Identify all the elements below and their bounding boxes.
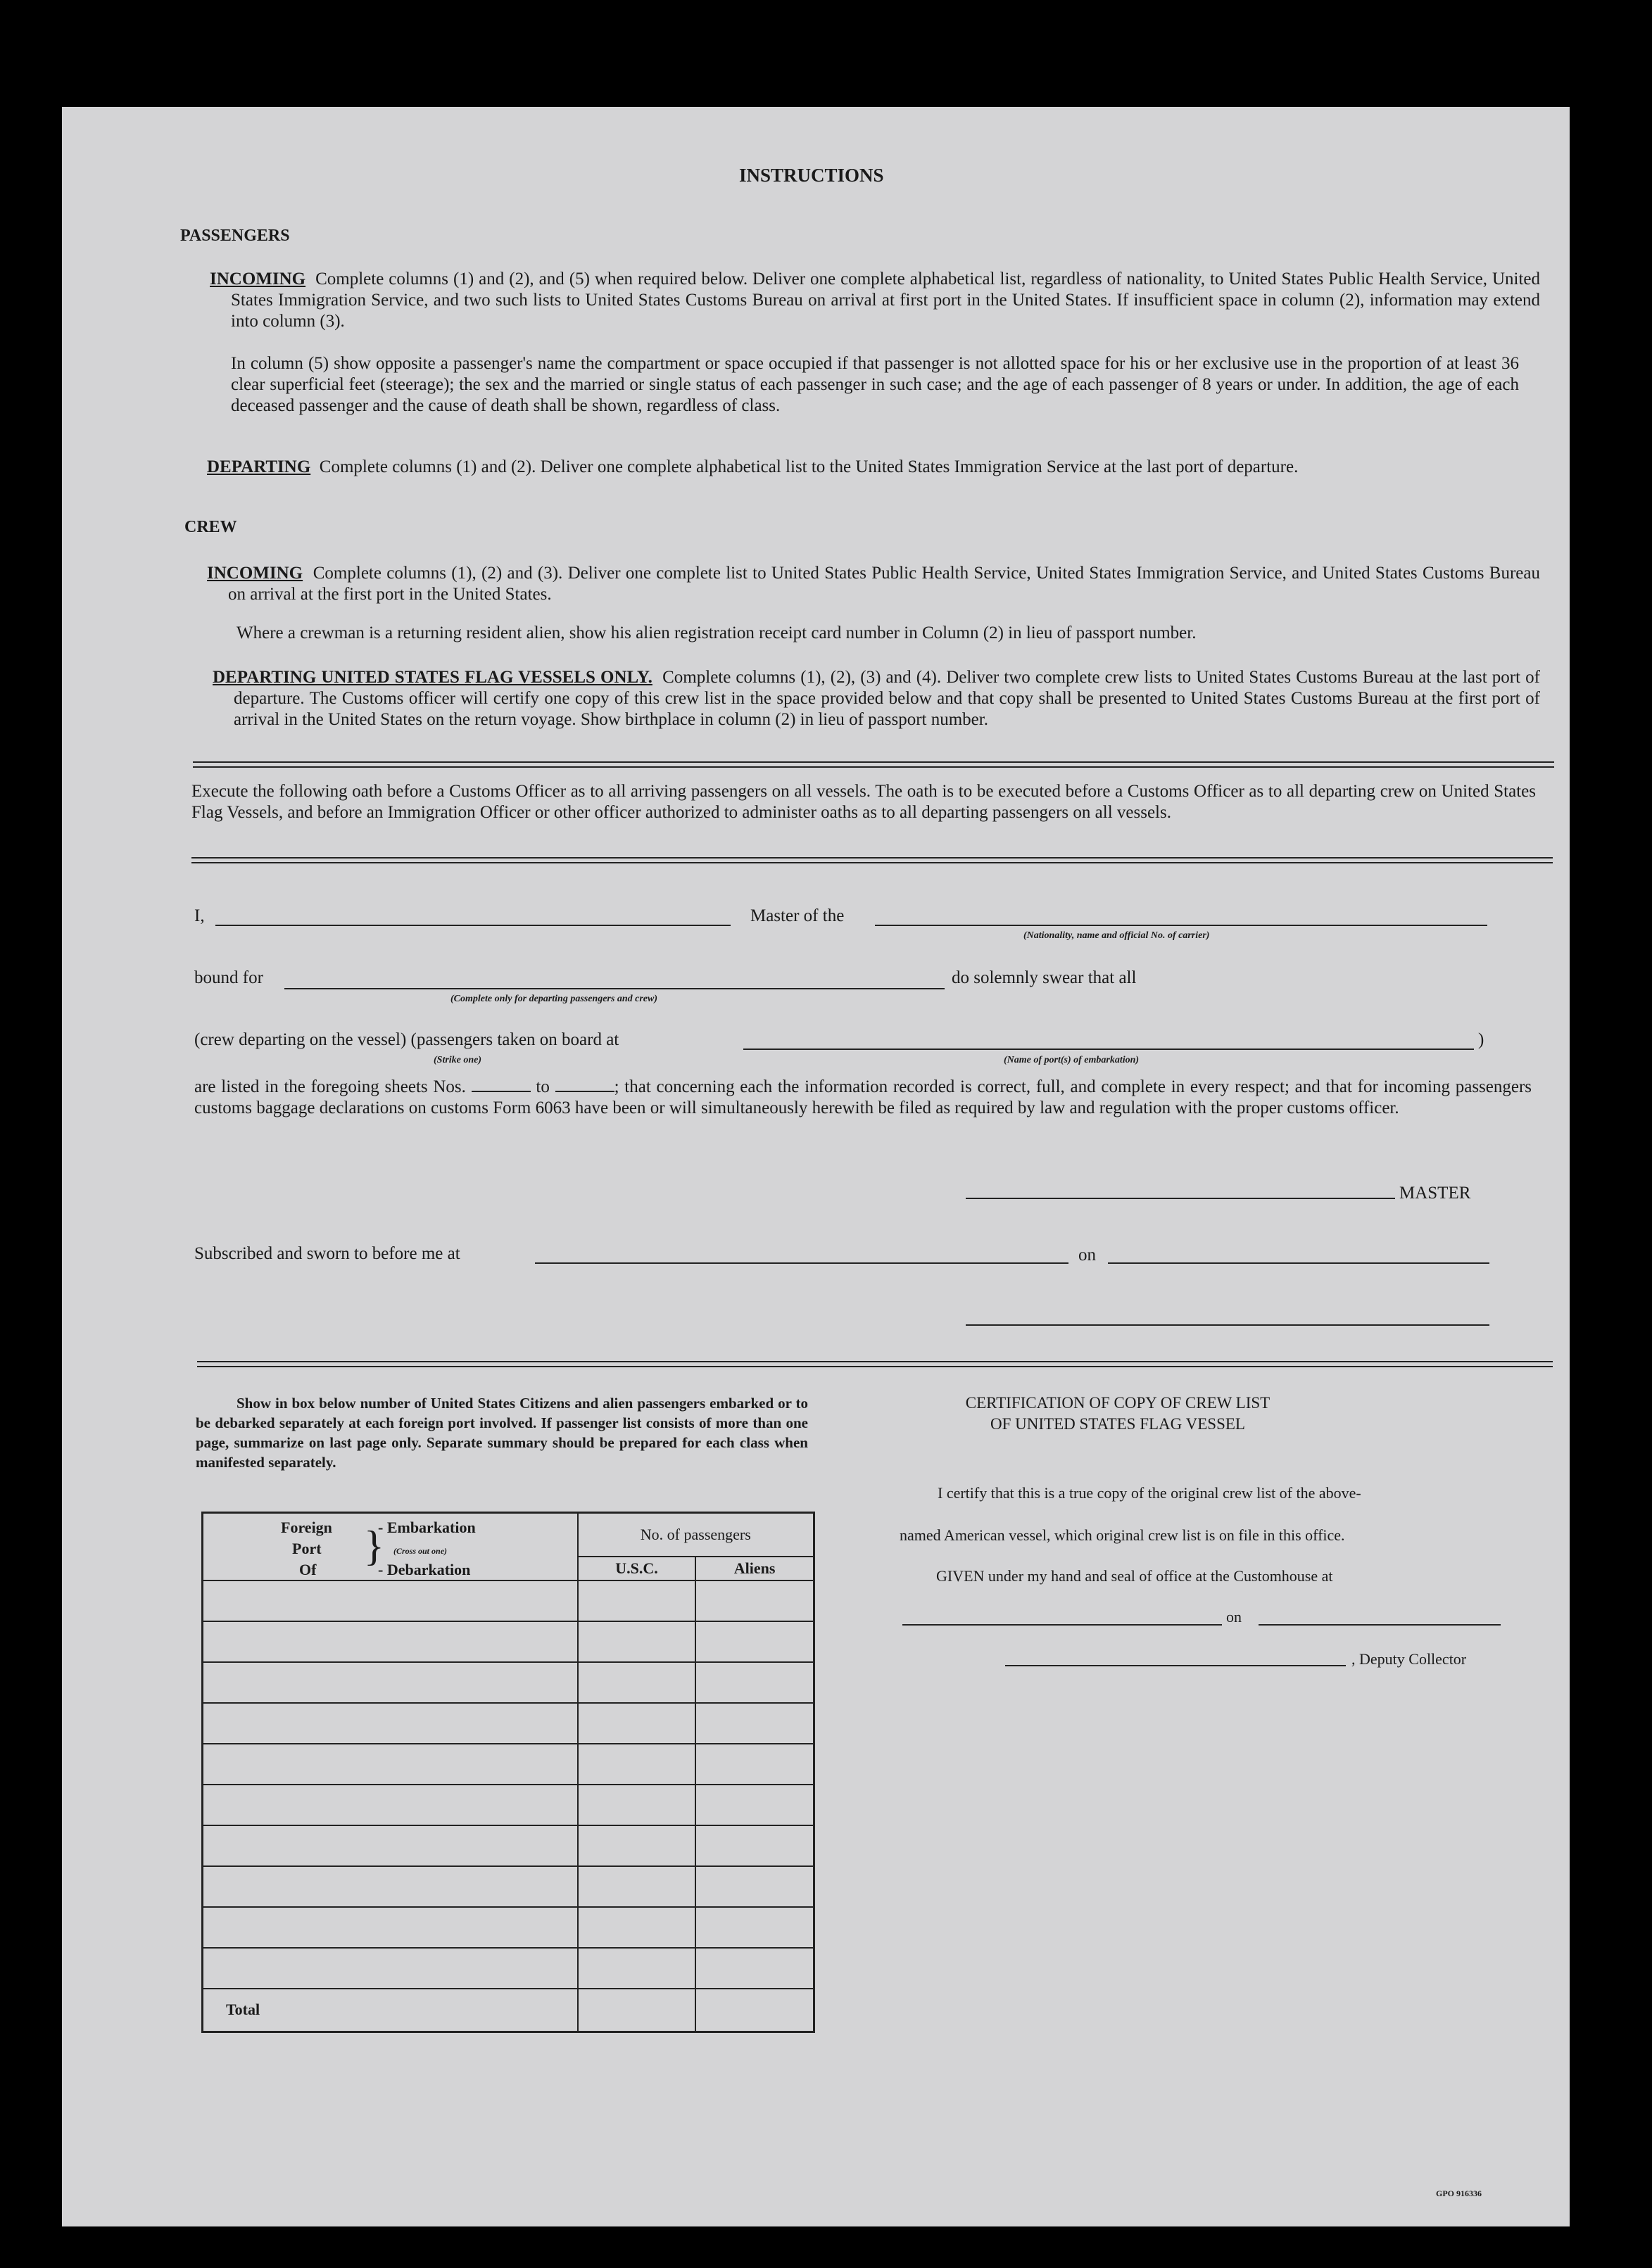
table-row bbox=[203, 1621, 814, 1662]
master-name-field[interactable] bbox=[215, 925, 731, 926]
strike-one-hint: (Strike one) bbox=[434, 1055, 482, 1065]
crew-heading: CREW bbox=[184, 518, 237, 536]
table-row bbox=[203, 1948, 814, 1989]
subscribed-label: Subscribed and sworn to before me at bbox=[194, 1244, 460, 1263]
passengers-departing-text: Complete columns (1) and (2). Deliver one complete alphabetical list to the United States Immigration Service at the last port of departure. bbox=[319, 457, 1299, 476]
aliens-cell[interactable] bbox=[695, 1744, 814, 1785]
table-row bbox=[203, 1866, 814, 1907]
deputy-collector-label: , Deputy Collector bbox=[1351, 1650, 1467, 1668]
port-cell[interactable] bbox=[203, 1948, 578, 1989]
port-cell[interactable] bbox=[203, 1621, 578, 1662]
aliens-cell[interactable] bbox=[695, 1580, 814, 1621]
crew-incoming-label: INCOMING bbox=[207, 564, 303, 583]
divider bbox=[191, 857, 1553, 863]
passenger-summary-table bbox=[201, 1512, 815, 2033]
crew-departing-strike: (crew departing on the vessel) (passengers taken on board at bbox=[194, 1030, 619, 1049]
close-paren: ) bbox=[1478, 1030, 1484, 1049]
brace-icon: } bbox=[364, 1523, 384, 1569]
master-label: MASTER bbox=[1399, 1184, 1471, 1203]
foreign-label: Foreign bbox=[281, 1519, 332, 1536]
usc-cell[interactable] bbox=[578, 1744, 696, 1785]
oath-statement-b: ; that concerning each the information recorded is correct, full, and complete in every respect; and that for incoming passengers customs baggage declarations on customs Form 6063 have been or will simultaneously herewith be filed as required by law and regulation with the proper customs officer. bbox=[194, 1077, 1532, 1117]
crew-departing bbox=[213, 667, 1540, 730]
customhouse-field[interactable] bbox=[902, 1624, 1222, 1626]
header-no-passengers: No. of passengers bbox=[578, 1513, 814, 1557]
carrier-hint: (Nationality, name and official No. of carrier) bbox=[1023, 930, 1210, 941]
usc-cell[interactable] bbox=[578, 1866, 696, 1907]
table-row bbox=[203, 1907, 814, 1948]
cross-out-hint: (Cross out one) bbox=[393, 1546, 448, 1556]
port-cell[interactable] bbox=[203, 1785, 578, 1825]
aliens-cell[interactable] bbox=[695, 1825, 814, 1866]
aliens-cell[interactable] bbox=[695, 1621, 814, 1662]
port-label: Port bbox=[292, 1540, 322, 1557]
aliens-total-cell[interactable] bbox=[695, 1989, 814, 2032]
total-row bbox=[203, 1989, 814, 2032]
certification-on-label: on bbox=[1226, 1608, 1242, 1626]
port-cell[interactable] bbox=[203, 1703, 578, 1744]
usc-total-cell[interactable] bbox=[578, 1989, 696, 2032]
embarkation-label: - Embarkation bbox=[378, 1519, 476, 1536]
form-page bbox=[62, 107, 1570, 2226]
port-hint: (Name of port(s) of embarkation) bbox=[1004, 1055, 1140, 1065]
table-row bbox=[203, 1703, 814, 1744]
usc-cell[interactable] bbox=[578, 1703, 696, 1744]
sworn-on-label: on bbox=[1078, 1246, 1096, 1265]
crew-departing-label: DEPARTING UNITED STATES FLAG VESSELS ONLY. bbox=[213, 668, 652, 687]
sworn-place-field[interactable] bbox=[535, 1262, 1068, 1264]
usc-cell[interactable] bbox=[578, 1621, 696, 1662]
deputy-signature-field[interactable] bbox=[1005, 1665, 1346, 1666]
sworn-date-field[interactable] bbox=[1108, 1262, 1489, 1264]
table-row bbox=[203, 1744, 814, 1785]
passengers-incoming-text: Complete columns (1) and (2), and (5) when required below. Deliver one complete alphabetical list, regardless of nationality, to United States Public Health Service, United States Immigration Service, and two such lists to United States Customs Bureau on arrival at first port in the United States. If insufficient space in column (2), information may extend into column (3). bbox=[231, 270, 1540, 331]
usc-cell[interactable] bbox=[578, 1907, 696, 1948]
port-cell[interactable] bbox=[203, 1662, 578, 1703]
usc-cell[interactable] bbox=[578, 1662, 696, 1703]
usc-cell[interactable] bbox=[578, 1948, 696, 1989]
crew-incoming-text: Complete columns (1), (2) and (3). Deliver one complete list to United States Public Health Service, United States Immigration Service, and United States Customs Bureau on arrival at the first port in the United States. bbox=[228, 564, 1540, 604]
header-usc: U.S.C. bbox=[578, 1557, 696, 1580]
table-row bbox=[203, 1825, 814, 1866]
port-cell[interactable] bbox=[203, 1866, 578, 1907]
certification-line-3: GIVEN under my hand and seal of office at the Customhouse at bbox=[936, 1567, 1333, 1585]
passengers-heading: PASSENGERS bbox=[180, 227, 290, 245]
port-cell[interactable] bbox=[203, 1580, 578, 1621]
aliens-cell[interactable] bbox=[695, 1948, 814, 1989]
bound-for-label: bound for bbox=[194, 968, 263, 987]
certification-line-2: named American vessel, which original crew list is on file in this office. bbox=[900, 1526, 1345, 1544]
sheet-to-field[interactable] bbox=[555, 1078, 614, 1092]
passengers-departing-label: DEPARTING bbox=[207, 457, 311, 476]
master-signature-field[interactable] bbox=[966, 1198, 1395, 1199]
port-cell[interactable] bbox=[203, 1744, 578, 1785]
crew-alien-note: Where a crewman is a returning resident alien, show his alien registration receipt card number in Column (2) in lieu of passport number. bbox=[237, 623, 1197, 642]
port-cell[interactable] bbox=[203, 1907, 578, 1948]
certification-title-2: OF UNITED STATES FLAG VESSEL bbox=[990, 1415, 1245, 1433]
table-row bbox=[203, 1580, 814, 1621]
aliens-cell[interactable] bbox=[695, 1662, 814, 1703]
officer-signature-field[interactable] bbox=[966, 1324, 1489, 1326]
divider bbox=[197, 1361, 1553, 1367]
passengers-column5-note: In column (5) show opposite a passenger's name the compartment or space occupied if that passenger is not allotted space for his or her exclusive use in the proportion of at least 36 clear superficial feet (steerage); the sex and the married or single status of each passenger in such case; and the age of each passenger of 8 years or under. In addition, the age of each deceased passenger and the cause of death shall be shown, regardless of class. bbox=[231, 354, 1519, 415]
aliens-cell[interactable] bbox=[695, 1785, 814, 1825]
crew-departing-text: Complete columns (1), (2), (3) and (4). Deliver two complete crew lists to United States Customs Bureau at the last port of departure. The Customs officer will certify one copy of this crew list in the space provided below and that copy shall be presented to United States Customs Bureau at the first port of arrival in the United States on the return voyage. Show birthplace in column (2) in lieu of passport number. bbox=[234, 668, 1540, 729]
aliens-cell[interactable] bbox=[695, 1907, 814, 1948]
of-label: Of bbox=[299, 1561, 317, 1578]
footer-code: GPO 916336 bbox=[1436, 2188, 1482, 2198]
oath-statement bbox=[194, 1077, 1532, 1119]
certification-title-1: CERTIFICATION OF COPY OF CREW LIST bbox=[965, 1394, 1270, 1412]
table-row bbox=[203, 1662, 814, 1703]
oath-i: I, bbox=[194, 906, 205, 925]
usc-cell[interactable] bbox=[578, 1825, 696, 1866]
aliens-cell[interactable] bbox=[695, 1703, 814, 1744]
passengers-departing bbox=[207, 457, 1540, 478]
divider bbox=[193, 761, 1554, 768]
swear-text: do solemnly swear that all bbox=[952, 968, 1137, 987]
master-of-the-label: Master of the bbox=[750, 906, 845, 925]
oath-statement-to: to bbox=[536, 1077, 550, 1096]
header-aliens: Aliens bbox=[695, 1557, 814, 1580]
certification-date-field[interactable] bbox=[1259, 1624, 1501, 1626]
total-label: Total bbox=[203, 1989, 578, 2032]
sheet-from-field[interactable] bbox=[472, 1078, 531, 1092]
usc-cell[interactable] bbox=[578, 1580, 696, 1621]
port-cell[interactable] bbox=[203, 1825, 578, 1866]
usc-cell[interactable] bbox=[578, 1785, 696, 1825]
header-foreign-port bbox=[203, 1513, 578, 1580]
oath-statement-a: are listed in the foregoing sheets Nos. bbox=[194, 1077, 466, 1096]
debarkation-label: - Debarkation bbox=[378, 1561, 471, 1578]
passengers-incoming-label: INCOMING bbox=[210, 270, 306, 289]
bound-for-hint: (Complete only for departing passengers and crew) bbox=[450, 994, 657, 1004]
summary-instructions: Show in box below number of United States Citizens and alien passengers embarked or to be debarked separately at each foreign port involved. If passenger list consists of more than one page, summarize on last page only. Separate summary should be prepared for each class when manifested separately. bbox=[196, 1395, 808, 1471]
oath-intro: Execute the following oath before a Customs Officer as to all arriving passengers on all vessels. The oath is to be executed before a Customs Officer as to all departing crew on United States Flag Vessels, and before an Immigration Officer or other officer authorized to administer oaths as to all departing passengers on all vessels. bbox=[191, 782, 1536, 822]
page-title: INSTRUCTIONS bbox=[739, 165, 884, 186]
table-row bbox=[203, 1785, 814, 1825]
aliens-cell[interactable] bbox=[695, 1866, 814, 1907]
crew-incoming bbox=[207, 563, 1540, 605]
certification-line-1: I certify that this is a true copy of the original crew list of the above- bbox=[938, 1484, 1361, 1502]
passengers-incoming bbox=[210, 269, 1540, 332]
